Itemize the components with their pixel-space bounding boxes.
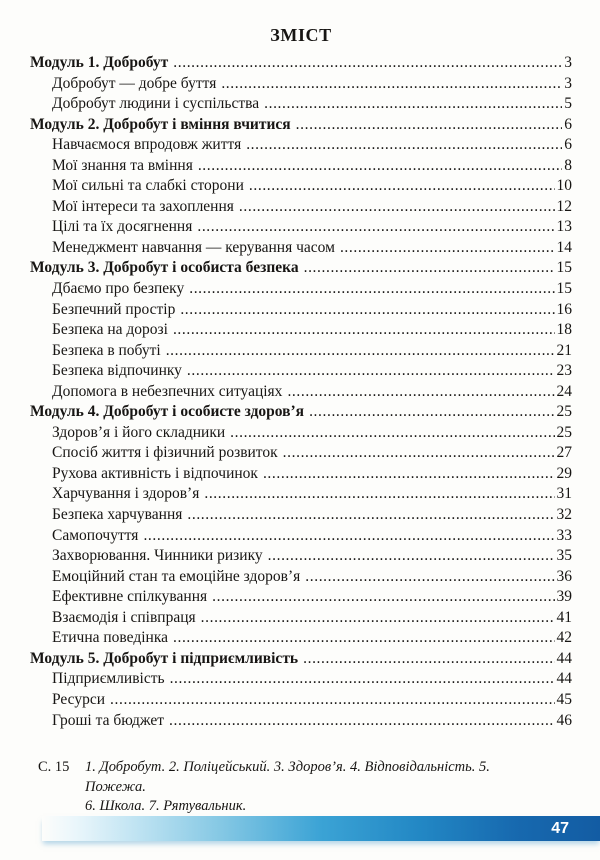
toc-entry-label: Мої знання та вміння	[52, 156, 193, 174]
toc-entry-label: Етична поведінка	[52, 629, 168, 647]
toc-entry	[30, 53, 572, 74]
toc-entry	[30, 361, 572, 382]
toc-entry	[30, 505, 572, 526]
toc-entry	[30, 628, 572, 649]
page-title: ЗМІСТ	[270, 25, 332, 45]
toc-entry-label: Безпека відпочинку	[52, 362, 182, 380]
toc-entry	[30, 402, 572, 423]
toc-entry-label: Модуль 1. Добробут	[30, 54, 169, 71]
toc-dotted-leader	[170, 669, 555, 690]
toc-entry-label: Ресурси	[52, 690, 106, 708]
page-number: 47	[551, 819, 569, 837]
toc-dotted-leader	[246, 135, 562, 156]
footer-gradient-bar	[42, 816, 600, 841]
toc-entry	[30, 258, 572, 279]
toc-entry-label: Самопочуття	[52, 526, 139, 544]
toc-entry-label: Цілі та їх досягнення	[52, 218, 193, 236]
toc-dotted-leader	[197, 217, 554, 238]
toc-entry-page: 25	[556, 403, 572, 421]
toc-dotted-leader	[187, 361, 555, 382]
toc-dotted-leader	[340, 238, 555, 259]
footnote-page-ref: С. 15	[38, 759, 70, 776]
toc-entry-label: Емоційний стан та емоційне здоров’я	[52, 567, 301, 585]
toc-entry-label: Рухова активність і відпочинок	[52, 464, 258, 482]
toc-entry-label: Навчаємося впродовж життя	[52, 136, 242, 154]
toc-entry-label: Модуль 5. Добробут і підприємливість	[30, 649, 299, 667]
toc-dotted-leader	[204, 484, 554, 505]
toc-entry	[30, 649, 572, 670]
toc-entry	[30, 423, 572, 444]
toc-dotted-leader	[304, 258, 555, 279]
footnote-text	[85, 758, 572, 817]
toc-dotted-leader	[287, 382, 554, 403]
toc-entry-page: 21	[556, 341, 572, 359]
toc-entry	[30, 279, 572, 300]
toc-dotted-leader	[180, 300, 554, 321]
toc-dotted-leader	[263, 464, 555, 485]
toc-entry-label: Модуль 4. Добробут і особисте здоров’я	[30, 403, 305, 421]
toc-entry	[30, 115, 572, 136]
toc-entry-label: Добробут — добре буття	[52, 74, 217, 92]
toc-entry-label: Захворювання. Чинники ризику	[52, 547, 263, 565]
toc-dotted-leader	[268, 546, 555, 567]
toc-dotted-leader	[173, 320, 555, 341]
toc-entry	[30, 197, 572, 218]
footnote-line-2: 6. Школа. 7. Рятувальник.	[85, 798, 247, 815]
toc-dotted-leader	[303, 649, 554, 670]
toc-entry	[30, 711, 572, 732]
toc-entry-page: 13	[556, 218, 572, 236]
toc-entry	[30, 135, 572, 156]
toc-entry-page: 8	[564, 156, 572, 174]
toc-entry-page: 27	[556, 444, 572, 462]
toc-entry	[30, 690, 572, 711]
toc-entry-page: 23	[556, 362, 572, 380]
toc-entry-label: Взаємодія і співпраця	[52, 608, 196, 626]
toc-entry-label: Дбаємо про безпеку	[52, 280, 185, 298]
toc-entry-page: 44	[556, 670, 572, 688]
toc-entry	[30, 300, 572, 321]
toc-entry-page: 3	[564, 74, 572, 92]
toc-dotted-leader	[283, 443, 555, 464]
toc-entry-label: Мої сильні та слабкі сторони	[52, 177, 244, 195]
toc-entry-label: Безпека в побуті	[52, 341, 161, 359]
toc-dotted-leader	[230, 423, 554, 444]
toc-dotted-leader	[309, 402, 554, 423]
toc-entry	[30, 608, 572, 629]
toc-entry-label: Безпека харчування	[52, 506, 183, 524]
toc-entry-page: 10	[556, 177, 572, 195]
toc-entry-page: 6	[564, 136, 572, 154]
toc-entry-label: Менеджмент навчання — керування часом	[52, 238, 335, 256]
toc-dotted-leader	[198, 156, 562, 177]
toc-entry-page: 29	[556, 464, 572, 482]
toc-entry-label: Модуль 2. Добробут і вміння вчитися	[30, 115, 291, 133]
toc-entry-page: 35	[556, 547, 572, 565]
toc-entry-page: 15	[556, 259, 572, 277]
toc-entry	[30, 74, 572, 95]
toc-entry-page: 31	[556, 485, 572, 503]
toc-entry-label: Безпечний простір	[52, 300, 176, 318]
toc-entry	[30, 443, 572, 464]
toc-entry-label: Безпека на дорозі	[52, 321, 168, 339]
toc-entry-label: Харчування і здоров’я	[52, 485, 200, 503]
toc-entry	[30, 94, 572, 115]
toc-list	[30, 53, 572, 731]
toc-entry	[30, 238, 572, 259]
toc-entry-page: 39	[556, 588, 572, 606]
toc-entry-page: 15	[556, 280, 572, 298]
toc-entry-label: Модуль 3. Добробут і особиста безпека	[30, 259, 299, 277]
toc-entry-page: 16	[556, 300, 572, 318]
toc-dotted-leader	[212, 587, 554, 608]
toc-entry	[30, 176, 572, 197]
toc-entry	[30, 156, 572, 177]
toc-entry-page: 45	[556, 690, 572, 708]
toc-entry-page: 32	[556, 506, 572, 524]
toc-entry-page: 44	[556, 649, 572, 667]
toc-entry	[30, 526, 572, 547]
toc-dotted-leader	[143, 526, 554, 547]
toc-dotted-leader	[189, 279, 554, 300]
toc-entry-page: 41	[556, 608, 572, 626]
toc-entry	[30, 382, 572, 403]
toc-dotted-leader	[201, 608, 555, 629]
toc-entry-page: 18	[556, 321, 572, 339]
toc-entry-page: 46	[556, 711, 572, 729]
toc-entry	[30, 341, 572, 362]
toc-dotted-leader	[169, 711, 554, 732]
footnote-line-1: 1. Добробут. 2. Поліцейський. 3. Здоров’я. 4. Відповідальність. 5. Пожежа.	[85, 759, 490, 795]
toc-entry-label: Допомога в небезпечних ситуаціях	[52, 382, 283, 400]
toc-entry-label: Мої інтереси та захоплення	[52, 197, 234, 215]
toc-entry-page: 12	[556, 197, 572, 215]
toc-entry-label: Спосіб життя і фізичний розвиток	[52, 444, 278, 462]
toc-entry	[30, 217, 572, 238]
toc-dotted-leader	[305, 567, 554, 588]
toc-entry-page: 24	[556, 382, 572, 400]
toc-entry-page: 3	[564, 54, 572, 71]
toc-entry-label: Здоров’я і його складники	[52, 423, 226, 441]
toc-entry-page: 42	[556, 629, 572, 647]
toc-dotted-leader	[166, 341, 555, 362]
toc-entry-label: Підприємливість	[52, 670, 165, 688]
toc-dotted-leader	[187, 505, 554, 526]
toc-dotted-leader	[239, 197, 555, 218]
toc-entry	[30, 464, 572, 485]
toc-entry-label: Гроші та бюджет	[52, 711, 165, 729]
toc-entry-page: 36	[556, 567, 572, 585]
toc-entry	[30, 320, 572, 341]
footnote	[38, 758, 572, 817]
toc-entry	[30, 546, 572, 567]
toc-entry	[30, 669, 572, 690]
toc-entry-page: 25	[556, 423, 572, 441]
toc-entry-label: Добробут людини і суспільства	[52, 95, 260, 113]
toc-dotted-leader	[296, 115, 563, 136]
toc-entry	[30, 567, 572, 588]
toc-dotted-leader	[173, 628, 555, 649]
toc-entry-page: 5	[564, 95, 572, 113]
toc-dotted-leader	[264, 94, 562, 115]
toc-entry	[30, 587, 572, 608]
toc-dotted-leader	[173, 53, 562, 74]
toc-entry-page: 14	[556, 238, 572, 256]
toc-dotted-leader	[110, 690, 554, 711]
toc-dotted-leader	[221, 74, 562, 95]
toc-entry-page: 6	[564, 115, 572, 133]
toc-entry-label: Ефективне спілкування	[52, 588, 208, 606]
toc-entry-page: 33	[556, 526, 572, 544]
toc-entry	[30, 484, 572, 505]
toc-dotted-leader	[249, 176, 555, 197]
